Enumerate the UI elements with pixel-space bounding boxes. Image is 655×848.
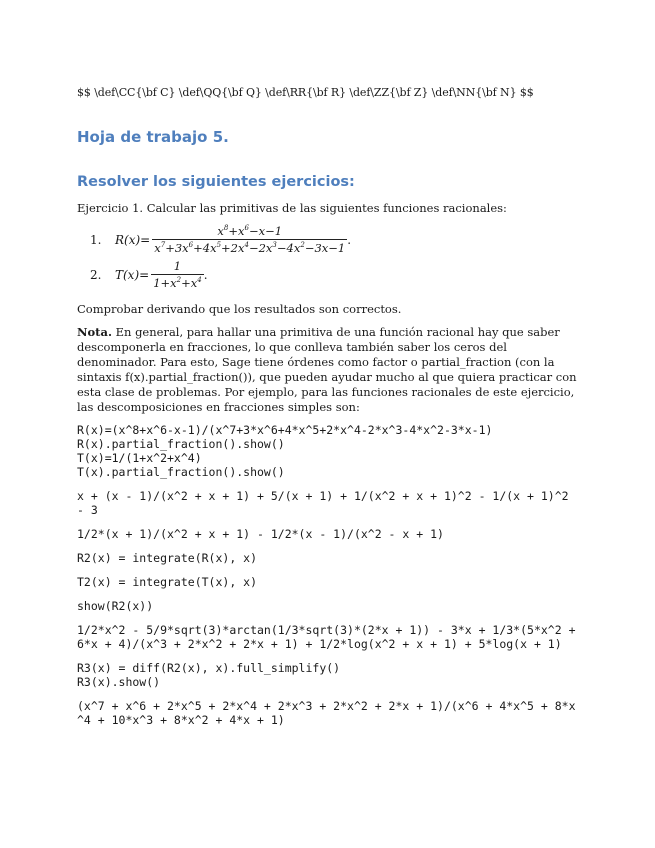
code-input-integrate-R[interactable]: R2(x) = integrate(R(x), x) bbox=[77, 551, 258, 565]
check-instruction: Comprobar derivando que los resultados son correctos. bbox=[77, 302, 402, 316]
rational-function-T bbox=[151, 259, 204, 290]
document-content bbox=[77, 86, 583, 737]
fraction-denominator: $1+x^2+x^4$ bbox=[153, 276, 202, 290]
equation-item-1 bbox=[77, 224, 577, 255]
note-paragraph bbox=[77, 325, 577, 415]
latex-macro-line: $$ \def\CC{\bf C} \def\QQ{\bf Q} \def\RR{\bf R} \def\ZZ{\bf Z} \def\NN{\bf N} $$ bbox=[77, 86, 534, 99]
code-output-R-decomposition: x + (x - 1)/(x^2 + x + 1) + 5/(x + 1) + 1/(x^2 + x + 1)^2 - 1/(x + 1)^2 - 3 bbox=[77, 489, 576, 517]
equation-item-2 bbox=[77, 259, 577, 290]
note-label: Nota. bbox=[77, 325, 112, 339]
equation-number: 1. bbox=[90, 232, 102, 247]
equation-lhs: R(x)= bbox=[115, 232, 151, 247]
equation-list bbox=[77, 224, 577, 290]
note-body: En general, para hallar una primitiva de una función racional hay que saber descomponerla en fracciones, lo que conlleva también saber los ceros del denominador. Para esto, Sage tiene órdenes como factor o partial_fraction (con la sintaxis f(x).partial_fraction()), que pueden ayudar mucho al que quiera practicar con esta clase de problemas. Por ejemplo, para las funciones racionales de este ejercicio, las descomposiciones en fracciones simples son: bbox=[77, 325, 577, 414]
equation-tail: . bbox=[203, 267, 208, 282]
page-title: Hoja de trabajo 5. bbox=[77, 128, 229, 146]
code-output-R2: 1/2*x^2 - 5/9*sqrt(3)*arctan(1/3*sqrt(3)*(2*x + 1)) - 3*x + 1/3*(5*x^2 + 6*x + 4)/(x^3 + 2*x^2 + 2*x + 1) + 1/2*log(x^2 + x + 1) + 5*log(x + 1) bbox=[77, 623, 583, 651]
section-title: Resolver los siguientes ejercicios: bbox=[77, 174, 355, 190]
code-input-integrate-T[interactable]: T2(x) = integrate(T(x), x) bbox=[77, 575, 258, 589]
code-output-T-decomposition: 1/2*(x + 1)/(x^2 + x + 1) - 1/2*(x - 1)/(x^2 - x + 1) bbox=[77, 527, 444, 541]
equation-tail: . bbox=[347, 232, 352, 247]
fraction-denominator: $x^7+3x^6+4x^5+2x^4-2x^3-4x^2-3x-1$ bbox=[154, 241, 346, 255]
code-output-R3: (x^7 + x^6 + 2*x^5 + 2*x^4 + 2*x^3 + 2*x^2 + 2*x + 1)/(x^6 + 4*x^5 + 8*x^4 + 10*x^3 + 8*x^2 + 4*x + 1) bbox=[77, 699, 576, 727]
fraction-numerator: 1 bbox=[173, 259, 182, 273]
code-input-partial-fraction[interactable]: R(x)=(x^8+x^6-x-1)/(x^7+3*x^6+4*x^5+2*x^4-2*x^3-4*x^2-3*x-1) R(x).partial_fraction().show() T(x)=1/(1+x^2+x^4) T(x).partial_fraction().show() bbox=[77, 423, 493, 479]
rational-function-R bbox=[152, 224, 347, 255]
code-input-diff-R2[interactable]: R3(x) = diff(R2(x), x).full_simplify() R3(x).show() bbox=[77, 661, 341, 689]
equation-number: 2. bbox=[90, 267, 102, 282]
fraction-numerator: $x^8+x^6-x-1$ bbox=[217, 224, 283, 238]
exercise-statement: Ejercicio 1. Calcular las primitivas de las siguientes funciones racionales: bbox=[77, 201, 507, 215]
code-input-show-R2[interactable]: show(R2(x)) bbox=[77, 599, 154, 613]
equation-lhs: T(x)= bbox=[115, 267, 150, 282]
